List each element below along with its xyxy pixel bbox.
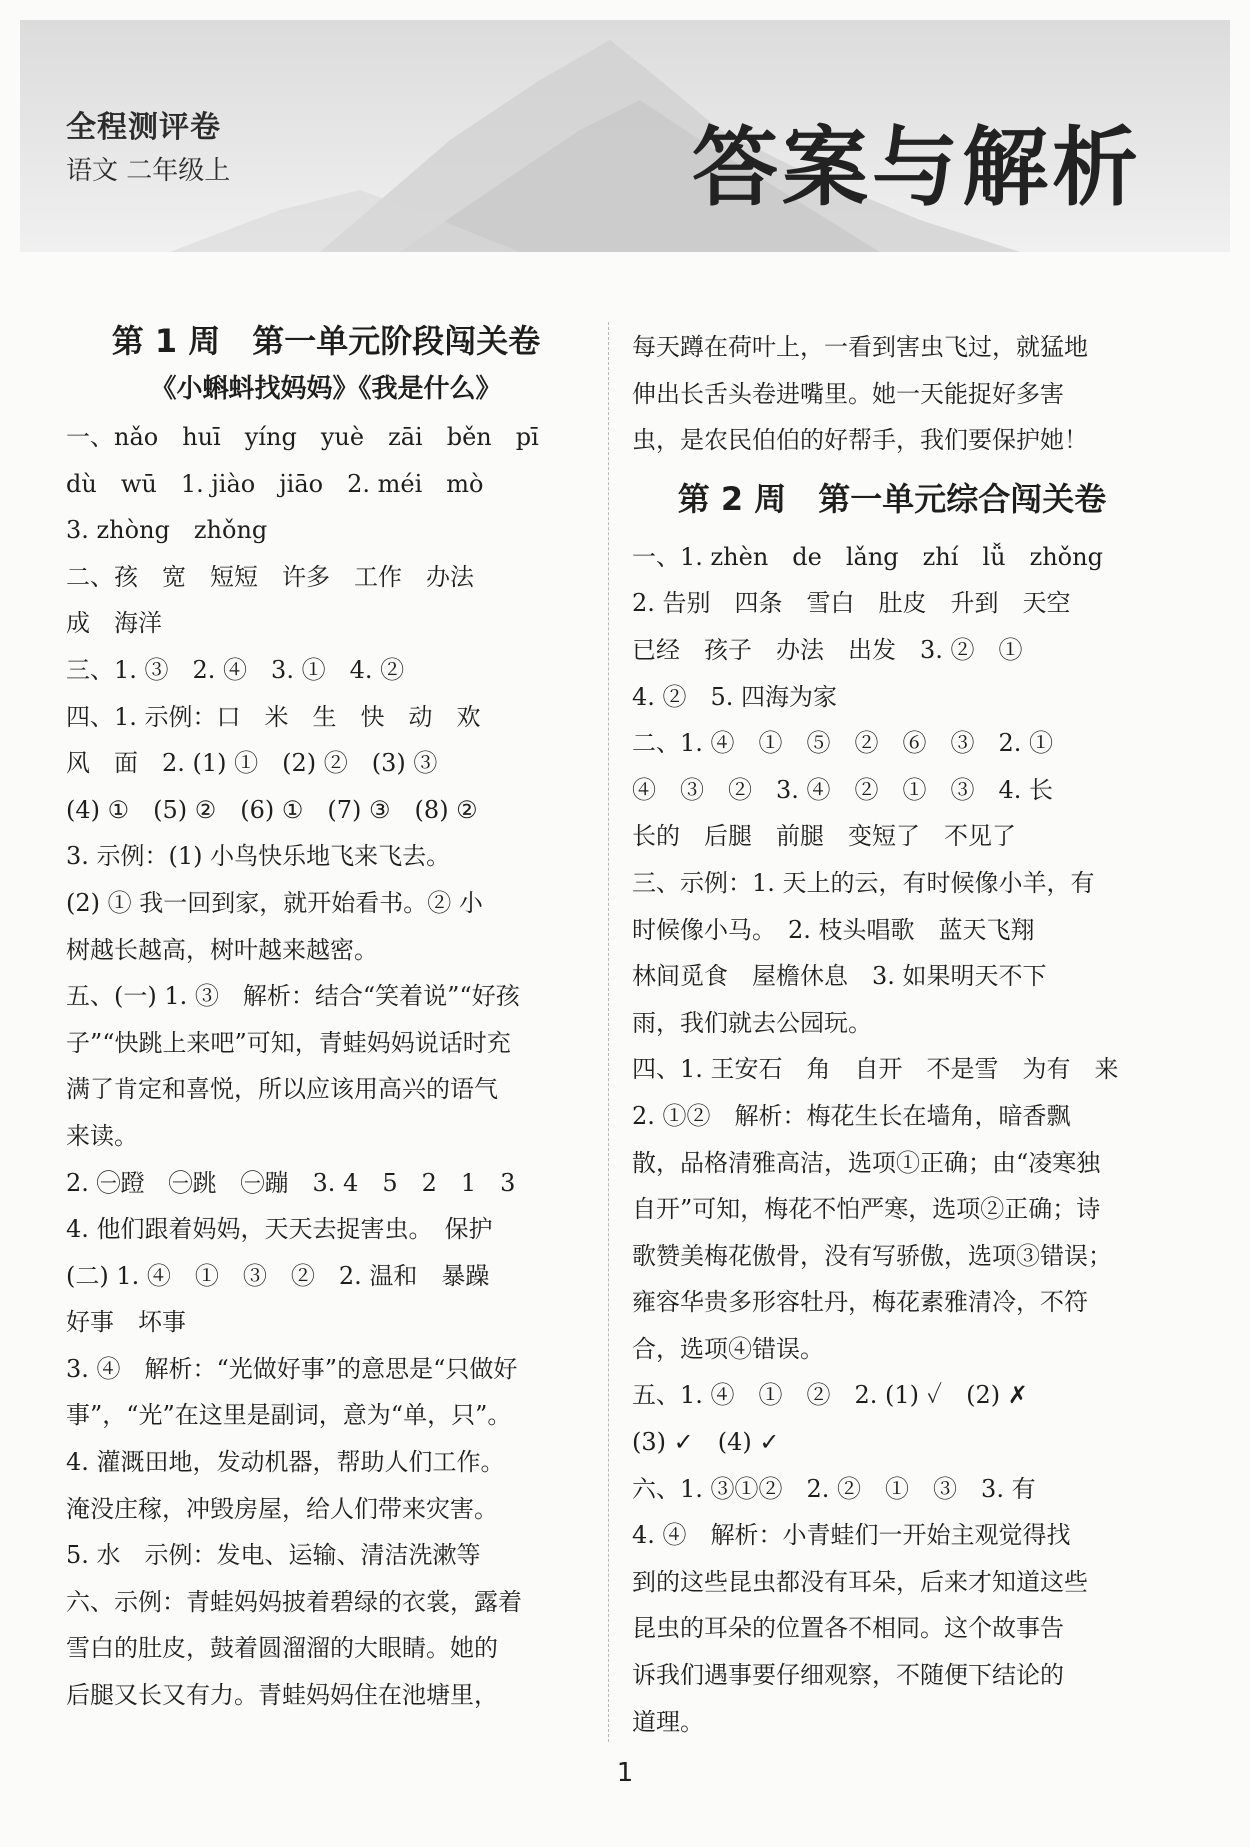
- answer-line: 3. zhòng zhǒng: [66, 516, 268, 545]
- answer-line: 3. ④ 解析：“光做好事”的意思是“只做好: [66, 1354, 518, 1383]
- answer-line: (二) 1. ④ ① ③ ② 2. 温和 暴躁: [66, 1261, 490, 1290]
- answer-line: 一、nǎo huī yíng yuè zāi běn pī: [66, 423, 539, 451]
- answer-line: 散，品格清雅高洁，选项①正确；由“凌寒独: [632, 1148, 1101, 1177]
- answer-line: 每天蹲在荷叶上，一看到害虫飞过，就猛地: [632, 333, 1088, 361]
- answer-line: 5. 水 示例：发电、运输、清洁洗漱等: [66, 1541, 481, 1570]
- right-top-lines: [632, 324, 1152, 464]
- answer-line: 四、1. 示例：口 米 生 快 动 欢: [66, 702, 481, 731]
- answer-line: 满了肯定和喜悦，所以应该用高兴的语气: [66, 1075, 498, 1104]
- answer-line: 二、孩 宽 短短 许多 工作 办法: [66, 562, 474, 591]
- answer-line: 六、示例：青蛙妈妈披着碧绿的衣裳，露着: [66, 1587, 522, 1616]
- answer-line: 二、1. ④ ① ⑤ ② ⑥ ③ 2. ①: [632, 729, 1054, 758]
- section-title-week2: 第 2 周 第一单元综合闯关卷: [677, 479, 1107, 518]
- answer-line: 雍容华贵多形容牡丹，梅花素雅清冷，不符: [632, 1288, 1088, 1317]
- answer-line: 歌赞美梅花傲骨，没有写骄傲，选项③错误；: [632, 1241, 1112, 1270]
- answer-line: 3. 示例：(1) 小鸟快乐地飞来飞去。: [66, 842, 451, 871]
- answer-line: 四、1. 王安石 角 自开 不是雪 为有 来: [632, 1055, 1119, 1084]
- answer-line: 2. 告别 四条 雪白 肚皮 升到 天空: [632, 589, 1071, 618]
- answer-line: 风 面 2. (1) ① (2) ② (3) ③: [66, 749, 438, 778]
- answer-line: 长的 后腿 前腿 变短了 不见了: [632, 822, 1016, 851]
- answer-line: 五、1. ④ ① ② 2. (1) ✓ (2) ✗: [632, 1381, 1028, 1410]
- answer-line: (3) ✓ (4) ✓: [632, 1428, 780, 1457]
- answer-line: 雪白的肚皮，鼓着圆溜溜的大眼睛。她的: [66, 1634, 498, 1663]
- page-number: 1: [616, 1758, 634, 1788]
- answer-line: 来读。: [66, 1121, 138, 1150]
- answer-line: 4. 灌溉田地，发动机器，帮助人们工作。: [66, 1448, 505, 1477]
- answer-line: 4. ② 5. 四海为家: [632, 682, 838, 711]
- answer-line: 林间觅食 屋檐休息 3. 如果明天不下: [632, 962, 1047, 991]
- brand-block: [66, 102, 230, 187]
- answer-line: ④ ③ ② 3. ④ ② ① ③ 4. 长: [632, 775, 1054, 804]
- section-subtitle-week1: 《小蝌蚪找妈妈》《我是什么》: [150, 374, 502, 404]
- answer-line: 三、示例：1. 天上的云，有时候像小羊，有: [632, 868, 1095, 897]
- answer-line: 后腿又长又有力。青蛙妈妈住在池塘里，: [66, 1681, 498, 1710]
- answer-line: 一、1. zhèn de lǎng zhí lǚ zhǒng: [632, 542, 1103, 571]
- answer-line: 已经 孩子 办法 出发 3. ② ①: [632, 635, 1023, 664]
- answer-line: 昆虫的耳朵的位置各不相同。这个故事告: [632, 1614, 1064, 1643]
- answer-line: 自开”可知，梅花不怕严寒，选项②正确；诗: [632, 1195, 1101, 1224]
- answer-line: dù wū 1. jiào jiāo 2. méi mò: [66, 469, 484, 498]
- answer-line: 三、1. ③ 2. ④ 3. ① 4. ②: [66, 655, 405, 684]
- answer-line: 到的这些昆虫都没有耳朵，后来才知道这些: [632, 1567, 1088, 1596]
- answer-line: 树越长越高，树叶越来越密。: [66, 935, 378, 964]
- answer-line: 成 海洋: [66, 609, 162, 638]
- answer-line: 时候像小马。 2. 枝头唱歌 蓝天飞翔: [632, 915, 1035, 944]
- answer-line: 雨，我们就去公园玩。: [632, 1008, 872, 1037]
- answer-line: 诉我们遇事要仔细观察，不随便下结论的: [632, 1661, 1064, 1690]
- answer-line: 道理。: [632, 1707, 704, 1736]
- answer-line: 虫，是农民伯伯的好帮手，我们要保护她！: [632, 426, 1088, 455]
- main-title: 答案与解析: [692, 118, 1142, 218]
- answer-line: 子”“快跳上来吧”可知，青蛙妈妈说话时充: [66, 1028, 511, 1057]
- right-answer-lines: [632, 534, 1152, 1745]
- column-divider: [608, 322, 609, 1742]
- answer-line: (4) ① (5) ② (6) ① (7) ③ (8) ②: [66, 795, 478, 824]
- series-title: 全程测评卷: [66, 110, 221, 145]
- answer-line: 4. ④ 解析：小青蛙们一开始主观觉得找: [632, 1521, 1071, 1550]
- answer-line: 好事 坏事: [66, 1308, 186, 1337]
- answer-line: 五、(一) 1. ③ 解析：结合“笑着说”“好孩: [66, 982, 520, 1011]
- answer-line: (2) ① 我一回到家，就开始看书。② 小: [66, 888, 483, 917]
- page-header: [20, 20, 1230, 252]
- answer-line: 2. ㊀蹬 ㊀跳 ㊀蹦 3. 4 5 2 1 3: [66, 1168, 516, 1197]
- answer-line: 伸出长舌头卷进嘴里。她一天能捉好多害: [632, 379, 1064, 408]
- answer-line: 2. ①② 解析：梅花生长在墙角，暗香飘: [632, 1101, 1071, 1130]
- subject-grade: 语文 二年级上: [66, 156, 231, 186]
- answer-line: 事”，“光”在这里是副词，意为“单，只”。: [66, 1401, 512, 1430]
- answer-line: 合，选项④错误。: [632, 1334, 824, 1363]
- answer-line: 4. 他们跟着妈妈，天天去捉害虫。 保护: [66, 1215, 493, 1244]
- left-column: [66, 318, 586, 1719]
- section-title-week1: 第 1 周 第一单元阶段闯关卷: [111, 322, 541, 360]
- left-answer-lines: [66, 414, 586, 1719]
- answer-line: 淹没庄稼，冲毁房屋，给人们带来灾害。: [66, 1494, 498, 1523]
- answer-line: 六、1. ③①② 2. ② ① ③ 3. 有: [632, 1474, 1036, 1503]
- right-column: [632, 324, 1152, 1745]
